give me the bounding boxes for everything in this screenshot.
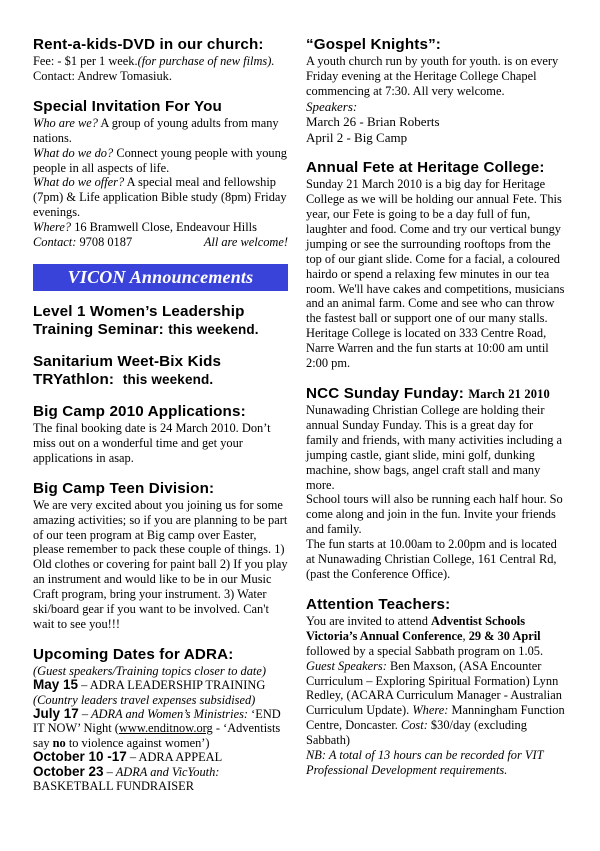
adra-date-2-italic: – ADRA and Women’s Ministries:	[81, 707, 249, 722]
invitation-what	[33, 146, 288, 176]
sanitarium-when: this weekend.	[122, 371, 214, 387]
fete-section	[306, 159, 568, 371]
adra-date-1	[33, 678, 288, 707]
bigcamp-title: Big Camp 2010 Applications:	[33, 402, 246, 420]
sanitarium-title-line2	[33, 371, 288, 389]
adra-title: Upcoming Dates for ADRA:	[33, 645, 234, 663]
teachers-body	[306, 614, 568, 659]
womens-title-line1: Level 1 Women’s Leadership	[33, 302, 245, 320]
teachers-t1: You are invited to attend	[306, 613, 432, 628]
guest-speakers-text: Ben Maxson, (ASA Encounter Curriculum – Exploring Spiritual Formation) Lynn Redley, (ACARA Curriculum Manager - Australian Curriculum Update).	[306, 658, 562, 718]
invitation-offer	[33, 175, 288, 220]
teachers-cost-label: Cost:	[397, 718, 428, 733]
what-text: Connect young people with young people in all aspects of life.	[33, 145, 288, 175]
adra-date-2-date: July 17	[33, 706, 79, 722]
speaker-2: April 2 - Big Camp	[306, 129, 408, 145]
ncc-p1: Nunawading Christian College are holding their annual Sunday Funday. This is a great day for family and friends, with many activities including a jumping castle, giant slide, mini golf, dunking machine, show bags, angel craft stall and many more.	[306, 403, 563, 492]
teachers-t2: followed by a special Sabbath program on 1.05.	[306, 643, 544, 658]
teachers-section	[306, 596, 568, 778]
sanitarium-title-text: TRYathlon:	[33, 370, 115, 388]
adra-note: (Guest speakers/Training topics closer to date)	[33, 663, 266, 678]
speaker-1: March 26 - Brian Roberts	[306, 114, 440, 130]
teachers-details	[306, 659, 568, 748]
contact-block	[33, 235, 132, 250]
womens-title-line2	[33, 321, 288, 339]
teen-section	[33, 480, 288, 632]
adra-date-2-text1: ‘END IT NOW’ Night (	[33, 707, 281, 736]
ncc-section	[306, 385, 568, 582]
right-column	[306, 36, 568, 792]
womens-section	[33, 303, 288, 339]
adra-date-2-text3: to violence against women’)	[65, 735, 210, 750]
ncc-date: March 21 2010	[468, 387, 550, 401]
adra-date-1-note: (Country leaders travel expenses subsidised)	[33, 692, 256, 707]
sanitarium-section	[33, 353, 288, 389]
where-label: Where?	[33, 220, 72, 235]
teen-body: We are very excited about you joining us for some amazing activities; so if you are planning to be part of our teen program at Big camp over Easter, please remember to pack these couple of things. 1) Old clothes or covering for paint ball 2) If you play an instrument and would like to be in our Music Craft program, bring your instrument. 3) Water ski/board gear if you want to be involved. Can't wait to see you!!!	[33, 497, 288, 631]
gospel-speakers	[306, 99, 568, 146]
teachers-comma: ,	[462, 628, 469, 643]
adra-date-2	[33, 707, 288, 750]
left-column	[33, 36, 288, 808]
invitation-contact	[33, 235, 288, 250]
teachers-where-text: Manningham Function Centre, Doncaster.	[306, 703, 565, 733]
offer-label: What do we offer?	[33, 175, 125, 190]
vicon-banner: VICON Announcements	[33, 264, 288, 291]
womens-when: this weekend.	[168, 321, 259, 337]
who-text: A group of young adults from many nations.	[33, 115, 279, 145]
teachers-nb: NB: A total of 13 hours can be recorded for VIT Professional Development requirements.	[306, 748, 544, 777]
teen-title: Big Camp Teen Division:	[33, 479, 215, 497]
adra-date-3-text: – ADRA APPEAL	[129, 750, 223, 765]
teachers-conference: Adventist Schools Victoria’s Annual Conference	[306, 613, 526, 643]
ncc-p3: The fun starts at 10.00am to 2.00pm and is located at Nunawading Christian College, 161 Central Rd, (past the Conference Office).	[306, 537, 557, 581]
teachers-title: Attention Teachers:	[306, 595, 451, 613]
invitation-who	[33, 116, 288, 146]
adra-date-4-date: October 23	[33, 763, 104, 779]
dvd-fee-text: Fee: - $1 per 1 week.	[33, 54, 138, 68]
speakers-label: Speakers:	[306, 98, 358, 114]
contact-label: Contact:	[33, 235, 77, 250]
who-label: Who are we?	[33, 115, 98, 130]
guest-speakers-label: Guest Speakers:	[306, 658, 387, 673]
adra-date-4	[33, 765, 288, 794]
enditnow-link[interactable]: www.enditnow.org	[118, 721, 213, 736]
adra-section	[33, 646, 288, 794]
dvd-section	[33, 36, 288, 84]
where-text: 16 Bramwell Close, Endeavour Hills	[74, 220, 257, 235]
adra-date-1-date: May 15	[33, 677, 79, 693]
teachers-where-label: Where:	[409, 703, 449, 718]
fete-title: Annual Fete at Heritage College:	[306, 159, 545, 177]
adra-date-2-text2: - ‘Adventists say	[33, 721, 281, 750]
invitation-title: Special Invitation For You	[33, 97, 222, 115]
dvd-fee	[33, 54, 288, 69]
gospel-section	[306, 36, 568, 145]
adra-date-4-text: BASKETBALL FUNDRAISER	[33, 779, 194, 794]
ncc-title-text: NCC Sunday Funday:	[306, 385, 464, 402]
what-label: What do we do?	[33, 145, 114, 160]
fete-body: Sunday 21 March 2010 is a big day for Heritage College as we will be holding our annual Fete. This year, our Fete is going to be a day full of fun, laughter and food. Come and try our vertical bungy jumping or see the surrounding rooftops from the top of our giant slide. Come for a facial, a coloured hairdo or spend a relaxing few minutes in our tea room. We'll have cakes and competitions, musicians and an animal farm. Come and see who can throw the fastest ball or support one of our many stalls. Heritage College is located on 333 Centre Road, Narre Warren and the fun starts at 10:00 am until 2:00 pm.	[306, 177, 565, 371]
adra-date-4-italic: – ADRA and VicYouth:	[106, 764, 220, 779]
adra-date-2-no: no	[52, 735, 66, 750]
ncc-title	[306, 385, 568, 403]
adra-date-3	[33, 750, 288, 764]
invitation-where	[33, 220, 288, 235]
teachers-cost-text: $30/day (excluding Sabbath)	[306, 718, 527, 748]
dvd-fee-note: (for purchase of new films).	[137, 54, 275, 68]
invitation-section	[33, 98, 288, 250]
ncc-p2: School tours will also be running each half hour. So come along and join in the fun. Invite your friends and family.	[306, 492, 563, 537]
bigcamp-section	[33, 403, 288, 466]
contact-phone: 9708 0187	[79, 235, 133, 250]
bigcamp-body: The final booking date is 24 March 2010. Don’t miss out on a wonderful time and get your applications in asap.	[33, 420, 271, 465]
dvd-contact: Contact: Andrew Tomasiuk.	[33, 68, 172, 83]
welcome-text: All are welcome!	[203, 235, 288, 250]
adra-date-3-date: October 10 -17	[33, 749, 127, 765]
teachers-dates: 29 & 30 April	[468, 628, 541, 643]
gospel-title: “Gospel Knights”:	[306, 36, 442, 53]
adra-date-1-text: – ADRA LEADERSHIP TRAINING	[81, 678, 266, 693]
womens-title-text: Training Seminar:	[33, 320, 164, 338]
offer-text: A special meal and fellowship (7pm) & Life application Bible study (8pm) Friday evenings.	[33, 175, 287, 220]
gospel-body: A youth church run by youth for youth. is on every Friday evening at the Heritage College Chapel commencing at 7:30. All very welcome.	[306, 54, 559, 98]
dvd-title: Rent-a-kids-DVD in our church:	[33, 36, 264, 53]
sanitarium-title-line1: Sanitarium Weet-Bix Kids	[33, 352, 222, 370]
